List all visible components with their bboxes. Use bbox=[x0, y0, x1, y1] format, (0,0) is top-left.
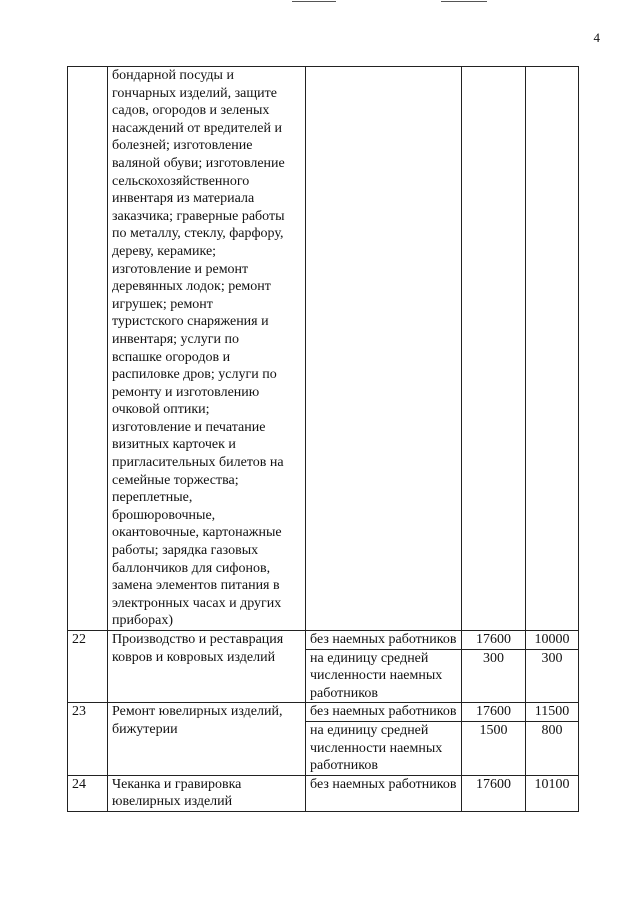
row-number-cell: 23 bbox=[68, 703, 108, 775]
value1-cell: 1500 bbox=[462, 721, 526, 775]
activity-description bbox=[112, 67, 301, 630]
value2-cell: 11500 bbox=[526, 703, 579, 722]
condition-cell: без наемных работников bbox=[306, 775, 462, 811]
activity-line: дереву, керамике; bbox=[112, 243, 217, 259]
activity-line: электронных часах и других bbox=[112, 595, 282, 611]
activity-line: ремонту и изготовлению bbox=[112, 384, 260, 400]
value1-cell: 17600 bbox=[462, 703, 526, 722]
value1-cell: 17600 bbox=[462, 775, 526, 811]
value1-cell: 17600 bbox=[462, 631, 526, 650]
row-number-cell: 24 bbox=[68, 775, 108, 811]
activity-cell: Ремонт ювелирных изделий, бижутерии bbox=[108, 703, 306, 775]
top-edge-marks bbox=[0, 0, 638, 6]
condition-cell: без наемных работников bbox=[306, 631, 462, 650]
activity-cell: Чеканка и гравировка ювелирных изделий bbox=[108, 775, 306, 811]
activity-line: валяной обуви; изготовление bbox=[112, 155, 285, 171]
activities-table bbox=[67, 66, 579, 812]
value1-cell bbox=[462, 67, 526, 631]
activity-line: очковой оптики; bbox=[112, 402, 210, 418]
activity-line: инвентаря из материала bbox=[112, 191, 255, 207]
activity-line: изготовление и ремонт bbox=[112, 261, 249, 277]
activity-line: игрушек; ремонт bbox=[112, 296, 213, 312]
activity-line: деревянных лодок; ремонт bbox=[112, 279, 271, 295]
activity-line: брошюровочные, bbox=[112, 507, 216, 523]
condition-cell: на единицу средней численности наемных работников bbox=[306, 721, 462, 775]
activity-line: вспашке огородов и bbox=[112, 349, 231, 365]
activity-line: сельскохозяйственного bbox=[112, 173, 250, 189]
activity-line: бондарной посуды и bbox=[112, 68, 234, 83]
condition-cell: без наемных работников bbox=[306, 703, 462, 722]
table-row bbox=[68, 775, 579, 811]
activity-line: гончарных изделий, защите bbox=[112, 85, 277, 101]
condition-cell: на единицу средней численности наемных работников bbox=[306, 649, 462, 703]
activity-line: садов, огородов и зеленых bbox=[112, 103, 270, 119]
table-row-continued bbox=[68, 67, 579, 631]
page-number: 4 bbox=[593, 30, 600, 45]
activity-line: инвентаря; услуги по bbox=[112, 331, 239, 347]
activity-line: пригласительных билетов на bbox=[112, 455, 284, 471]
top-edge-mark bbox=[441, 1, 487, 2]
activity-line: переплетные, bbox=[112, 490, 193, 506]
activity-line: заказчика; граверные работы bbox=[112, 208, 285, 224]
activity-line: визитных карточек и bbox=[112, 437, 236, 453]
value2-cell: 800 bbox=[526, 721, 579, 775]
value2-cell: 10000 bbox=[526, 631, 579, 650]
value2-cell: 10100 bbox=[526, 775, 579, 811]
activity-line: туристского снаряжения и bbox=[112, 314, 269, 330]
activity-line: баллончиков для сифонов, bbox=[112, 560, 271, 576]
activity-line: окантовочные, картонажные bbox=[112, 525, 282, 541]
activity-line: замена элементов питания в bbox=[112, 578, 280, 594]
row-number-cell: 22 bbox=[68, 631, 108, 703]
activity-cell bbox=[108, 67, 306, 631]
activity-line: болезней; изготовление bbox=[112, 138, 253, 154]
row-number-cell bbox=[68, 67, 108, 631]
activity-line: распиловке дров; услуги по bbox=[112, 367, 277, 383]
value2-cell bbox=[526, 67, 579, 631]
activity-cell: Производство и реставрация ковров и ковровых изделий bbox=[108, 631, 306, 703]
table-row bbox=[68, 631, 579, 650]
activity-line: приборах) bbox=[112, 613, 173, 629]
activity-line: изготовление и печатание bbox=[112, 419, 266, 435]
activity-line: по металлу, стеклу, фарфору, bbox=[112, 226, 284, 242]
activity-line: семейные торжества; bbox=[112, 472, 239, 488]
activity-line: работы; зарядка газовых bbox=[112, 543, 259, 559]
table-row bbox=[68, 703, 579, 722]
activity-line: насаждений от вредителей и bbox=[112, 120, 282, 136]
top-edge-mark bbox=[292, 1, 336, 2]
condition-cell bbox=[306, 67, 462, 631]
value1-cell: 300 bbox=[462, 649, 526, 703]
value2-cell: 300 bbox=[526, 649, 579, 703]
